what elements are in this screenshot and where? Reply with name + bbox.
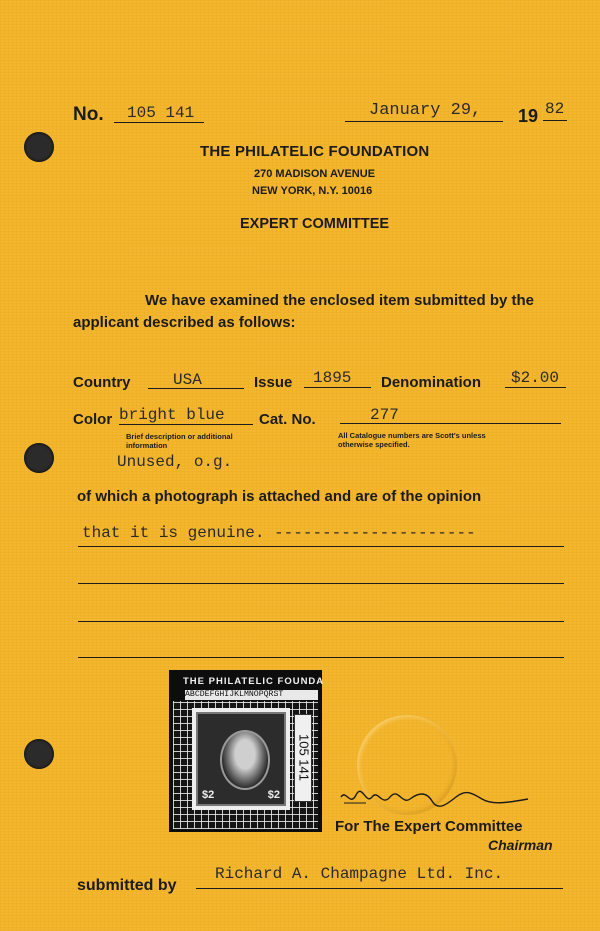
intro-line2: applicant described as follows:: [73, 314, 296, 331]
binder-hole-top: [24, 132, 54, 162]
opinion-line-2: [78, 583, 564, 584]
year-underline: [543, 120, 567, 121]
opinion-label: of which a photograph is attached and are of the opinion: [77, 488, 482, 505]
cert-date: January 29,: [369, 101, 482, 120]
cert-number-underline: [114, 122, 204, 123]
for-committee-label: For The Expert Committee: [335, 818, 523, 835]
catalogue-note-line1: All Catalogue numbers are Scott's unless: [338, 431, 486, 440]
date-underline: [345, 121, 503, 122]
brief-note-line2: information: [126, 441, 168, 450]
catno-underline: [340, 423, 561, 424]
issue-underline: [304, 387, 371, 388]
country-label: Country: [73, 374, 131, 391]
photo-cert-number: [294, 714, 312, 802]
issue-label: Issue: [254, 374, 293, 391]
opinion-text: that it is genuine. ---------------------: [82, 524, 476, 542]
year-suffix: 82: [545, 100, 565, 118]
photo-alphabet: ABCDEFGHIJKLMNOPQRST: [185, 690, 318, 700]
cert-no-label: No.: [73, 104, 104, 125]
opinion-line-3: [78, 621, 564, 622]
address-line1: 270 MADISON AVENUE: [254, 168, 376, 180]
stamp-portrait: [220, 730, 270, 790]
catno-value: 277: [370, 406, 399, 424]
denomination-label: Denomination: [381, 374, 481, 391]
color-label: Color: [73, 411, 113, 428]
address-line2: NEW YORK, N.Y. 10016: [252, 185, 373, 197]
catalogue-note-line2: otherwise specified.: [338, 440, 410, 449]
brief-note: [126, 432, 233, 450]
denomination-value: $2.00: [511, 369, 560, 387]
catno-label: Cat. No.: [259, 411, 316, 428]
committee-heading: EXPERT COMMITTEE: [240, 216, 390, 232]
issue-value: 1895: [313, 369, 352, 387]
org-name: THE PHILATELIC FOUNDATION: [200, 143, 430, 160]
opinion-line-1: [78, 546, 564, 547]
binder-hole-middle: [24, 443, 54, 473]
item-description: Unused, o.g.: [117, 453, 233, 471]
stamp-value: $2: [202, 789, 215, 801]
country-underline: [148, 388, 244, 389]
submitted-underline: [196, 888, 563, 889]
denomination-underline: [505, 387, 566, 388]
color-underline: [119, 424, 253, 425]
cert-number: 105 141: [127, 104, 195, 122]
catalogue-note: [338, 431, 486, 449]
binder-hole-bottom: [24, 739, 54, 769]
chairman-label: Chairman: [488, 837, 553, 853]
submitted-by-label: submitted by: [77, 877, 177, 894]
photo-cert-number-text: 105 141: [296, 734, 312, 781]
year-prefix: 19: [518, 106, 539, 126]
chairman-signature: [336, 785, 536, 815]
stamp-image: $2 $2: [192, 708, 290, 810]
attached-photograph: [169, 670, 325, 832]
opinion-line-4: [78, 657, 564, 658]
brief-note-line1: Brief description or additional: [126, 432, 233, 441]
intro-line1: We have examined the enclosed item submitted by the: [145, 292, 534, 309]
submitted-by-name: Richard A. Champagne Ltd. Inc.: [215, 865, 504, 883]
color-value: bright blue: [119, 406, 225, 424]
photo-banner: THE PHILATELIC FOUNDA: [183, 676, 325, 687]
country-value: USA: [173, 371, 202, 389]
